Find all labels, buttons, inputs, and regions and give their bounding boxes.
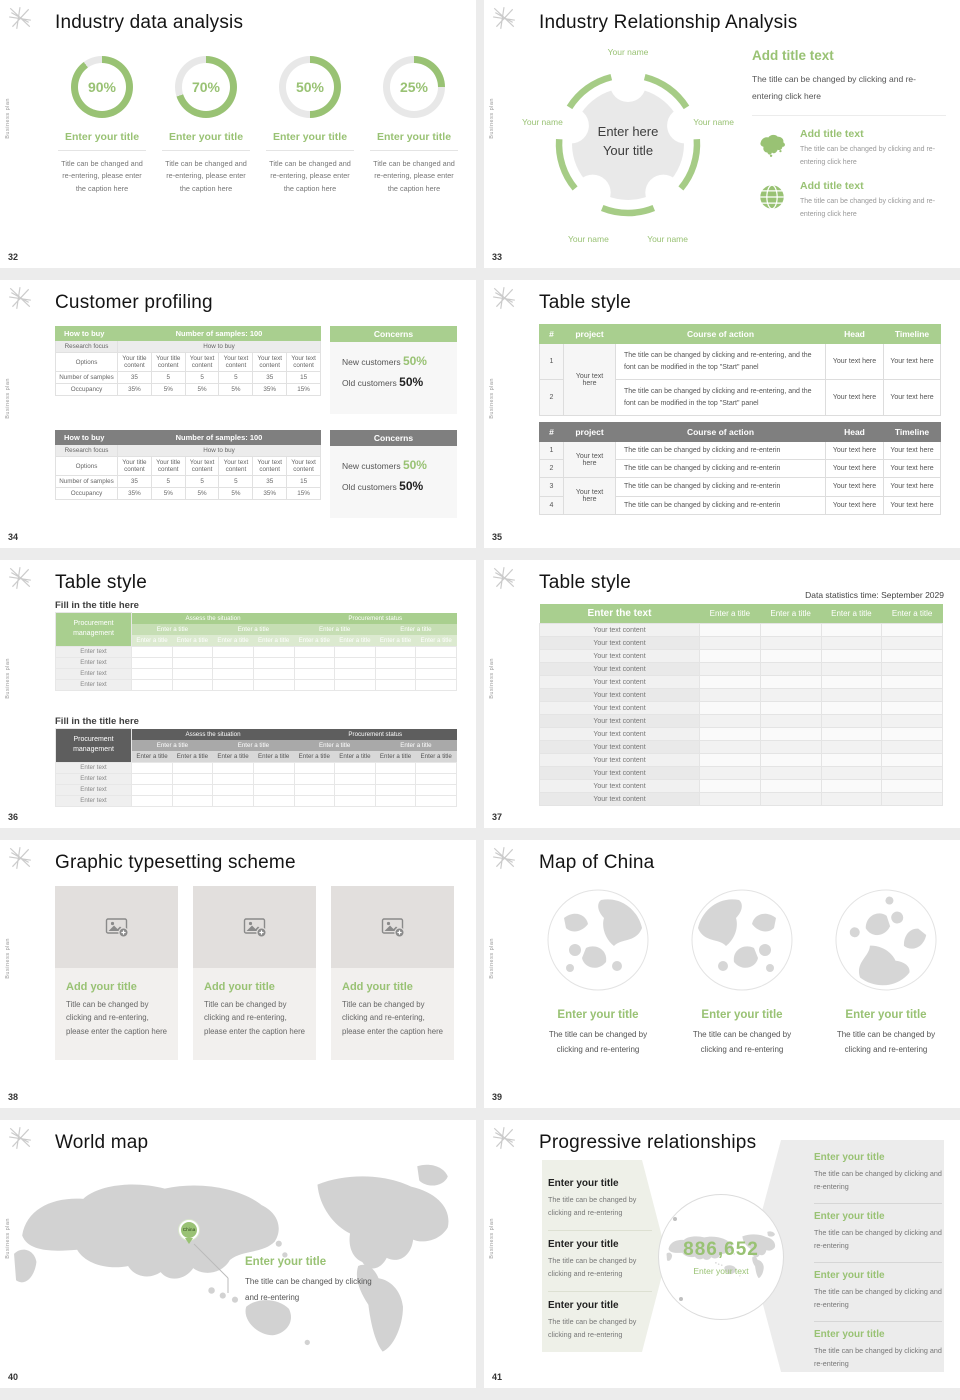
globe-icon [757, 182, 787, 212]
card-caption: Title can be changed by clicking and re-entering, please enter the caption here [204, 1000, 305, 1036]
slide-41-thumbnail[interactable] [484, 1120, 960, 1388]
list-item [548, 1231, 652, 1292]
table-row: 4 The title can be changed by clicking and re-enterin Your text here Your text here [540, 496, 941, 514]
list-item [814, 1322, 942, 1380]
project-table-gray [539, 422, 941, 515]
item-caption: The title can be changed by clicking and re-entering [692, 1030, 792, 1055]
table-row: Your text content [540, 780, 943, 793]
item-caption: Title can be changed and re-entering, please enter the caption here [373, 159, 455, 193]
table-row: Your text content [540, 689, 943, 702]
center-circle [658, 1194, 784, 1320]
table-row: How to buy Number of samples: 100 [56, 327, 321, 341]
table-row: Your text content [540, 767, 943, 780]
panel-body: The title can be changed by clicking and re-entering click here [752, 74, 916, 101]
page-number: 35 [492, 532, 503, 542]
list-item [814, 1263, 942, 1322]
slide-37-thumbnail[interactable] [484, 560, 960, 828]
divider [752, 115, 946, 116]
slide-title: Customer profiling [55, 292, 213, 313]
item-caption: The title can be changed by clicking and re-entering [814, 1286, 942, 1309]
item-caption: Title can be changed and re-entering, please enter the caption here [165, 159, 247, 193]
brand-logo-icon [7, 565, 33, 591]
brand-logo-icon [7, 285, 33, 311]
image-card [55, 886, 178, 1060]
text-panel [752, 48, 946, 232]
page-number: 41 [492, 1372, 503, 1382]
sidebar-vertical-label: Business plan [489, 98, 495, 139]
brand-logo-icon [491, 5, 517, 31]
item-title: Enter your title [548, 1178, 619, 1189]
table-row: How to buy Number of samples: 100 [56, 431, 321, 445]
item-title: Add title text [800, 128, 864, 140]
table-header-row: Enter a title Enter a title Enter a title Enter a title Enter a title Enter a title Enter a title Enter a title [56, 635, 457, 647]
table-row: Options Your title content Your title content Your text content Your text content Your text content Your text content [56, 353, 321, 372]
donut-chart [71, 56, 133, 118]
stat-value: 50% [402, 354, 427, 368]
slide-34-thumbnail[interactable] [0, 280, 476, 548]
item-caption: Title can be changed and re-entering, please enter the caption here [269, 159, 351, 193]
procurement-table-green [55, 612, 457, 691]
card-title: Add your title [66, 981, 137, 993]
item-title: Enter your title [814, 1152, 885, 1163]
donut-chart [383, 56, 445, 118]
table-row: Occupancy 35% 5% 5% 5% 35% 15% [56, 488, 321, 500]
stat-item [154, 56, 258, 195]
donut-value: 70% [191, 79, 221, 95]
table-row: Enter text [56, 657, 457, 668]
table-row: Research focus How to buy [56, 341, 321, 353]
item-caption: The title can be changed by clicking and re-entering [548, 1030, 648, 1055]
item-title: Enter your title [814, 1210, 885, 1222]
card-caption: Title can be changed by clicking and re-entering, please enter the caption here [342, 1000, 443, 1036]
image-card [331, 886, 454, 1060]
table-row: 1 Your text here The title can be changed by clicking and re-enterin Your text here Your text here [540, 442, 941, 460]
item-caption: The title can be changed by clicking and re-entering click here [800, 198, 936, 218]
table-subtitle: Fill in the title here [55, 716, 139, 727]
table-header-row: Procurement management Assess the situation Procurement status [56, 729, 457, 740]
connector-line [190, 1240, 240, 1296]
number-label: Enter your text [693, 1265, 749, 1276]
donut-value: 90% [87, 79, 117, 95]
table-header-row: Enter a title Enter a title Enter a title Enter a title [56, 740, 457, 751]
slide-35-thumbnail[interactable] [484, 280, 960, 548]
brand-logo-icon [7, 845, 33, 871]
page-number: 38 [8, 1092, 19, 1102]
slide-title: Map of China [539, 852, 655, 873]
table-row: Your text content [540, 702, 943, 715]
stat-value: 50% [399, 479, 424, 493]
card-row [55, 886, 454, 1060]
item-caption: The title can be changed by clicking and re-entering [548, 1195, 637, 1217]
globe-item [828, 888, 944, 1057]
item-title: Enter your title [58, 131, 146, 151]
item-title: Enter your title [557, 1009, 639, 1021]
stat-value: 50% [399, 375, 424, 389]
table-row: Number of samples 35 5 5 5 35 15 [56, 372, 321, 384]
customer-table-gray [55, 430, 321, 500]
item-title: Enter your title [845, 1009, 927, 1021]
slide-title: Table style [55, 572, 147, 593]
table-row: Options Your title content Your title content Your text content Your text content Your text content Your text content [56, 457, 321, 476]
add-image-icon [105, 915, 129, 939]
data-statistics-note: Data statistics time: September 2029 [805, 590, 944, 600]
slide-title: Progressive relationships [539, 1132, 757, 1153]
item-title: Enter your title [370, 131, 458, 151]
sidebar-vertical-label: Business plan [489, 938, 495, 979]
item-caption: The title can be changed by clicking and re-entering [548, 1255, 637, 1278]
right-items [814, 1145, 942, 1380]
table-row: Your text content [540, 637, 943, 650]
brand-logo-icon [491, 845, 517, 871]
table-row: Your text content [540, 728, 943, 741]
slide-39-thumbnail[interactable] [484, 840, 960, 1108]
globe-row [540, 888, 944, 1057]
map-caption: The title can be changed by clicking and re-entering [245, 1277, 372, 1302]
decor-dot [673, 1217, 677, 1221]
image-placeholder [55, 886, 178, 968]
sidebar-vertical-label: Business plan [5, 938, 11, 979]
item-title: Enter your title [548, 1299, 619, 1311]
china-map-icon [757, 130, 787, 160]
brand-logo-icon [491, 1125, 517, 1151]
stat-label: New customers [342, 357, 401, 367]
table-row: Your text content [540, 754, 943, 767]
table-row: 3 Your text here The title can be changed by clicking and re-enterin Your text here Your text here [540, 478, 941, 496]
table-row: Enter text [56, 762, 457, 773]
table-row: Enter text [56, 668, 457, 679]
item-caption: The title can be changed by clicking and re-entering [548, 1316, 637, 1339]
table-header-row: Enter the text Enter a title Enter a title Enter a title Enter a title [540, 604, 943, 624]
slide-title: Industry data analysis [55, 12, 244, 33]
diagram-node-label: Your name [607, 47, 649, 57]
slide-32-thumbnail[interactable] [0, 0, 476, 268]
table-row: Your text content [540, 624, 943, 637]
globe-icon [813, 867, 960, 1014]
item-caption: The title can be changed by clicking and re-entering [814, 1169, 942, 1191]
china-map-pin: China [179, 1220, 199, 1240]
customer-table-green [55, 326, 321, 396]
brand-logo-icon [7, 5, 33, 31]
table-row: Occupancy 35% 5% 5% 5% 35% 15% [56, 384, 321, 396]
slide-title: Table style [539, 572, 631, 593]
page-number: 39 [492, 1092, 503, 1102]
table-row: 2 The title can be changed by clicking and re-entering, and the font can be modified in the top "Start" panel Your text here Your text here [540, 380, 941, 416]
slide-title: Graphic typesetting scheme [55, 852, 296, 873]
table-row: Enter text [56, 679, 457, 690]
table-row: 2 The title can be changed by clicking and re-enterin Your text here Your text here [540, 460, 941, 478]
list-item [814, 1204, 942, 1263]
left-items [548, 1170, 652, 1352]
page-number: 40 [8, 1372, 19, 1382]
table-row: Your text content [540, 741, 943, 754]
sidebar-vertical-label: Business plan [5, 658, 11, 699]
concerns-panel-gray [330, 430, 457, 518]
page-number: 37 [492, 812, 503, 822]
slide-38-thumbnail[interactable] [0, 840, 476, 1108]
slide-title: Industry Relationship Analysis [539, 12, 798, 33]
decor-dot [679, 1297, 683, 1301]
image-card [193, 886, 316, 1060]
big-number: 886,652 [683, 1238, 759, 1260]
map-title: Enter your title [245, 1256, 327, 1268]
sidebar-vertical-label: Business plan [5, 98, 11, 139]
list-item [752, 180, 946, 221]
sidebar-vertical-label: Business plan [489, 1218, 495, 1259]
diagram-center-text: Enter here Your title [597, 124, 659, 158]
item-title: Enter your title [701, 1009, 783, 1021]
brand-logo-icon [491, 565, 517, 591]
globe-icon [690, 888, 794, 992]
table-row: Research focus How to buy [56, 445, 321, 457]
item-title: Enter your title [814, 1328, 885, 1340]
relationship-diagram [522, 40, 734, 248]
table-header-row: Procurement management Assess the situation Procurement status [56, 613, 457, 624]
panel-title: Concerns [330, 430, 457, 446]
concerns-panel-green [330, 326, 457, 414]
page-number: 33 [492, 252, 503, 262]
item-caption: The title can be changed by clicking and re-entering [814, 1345, 942, 1368]
add-image-icon [243, 915, 267, 939]
donut-value: 25% [399, 79, 429, 95]
diagram-node-label: Your name [693, 116, 734, 127]
panel-title: Add title text [752, 48, 834, 63]
table-header-row: Enter a title Enter a title Enter a title Enter a title [56, 624, 457, 635]
table-row: Enter text [56, 646, 457, 657]
procurement-table-gray [55, 728, 457, 807]
page-number: 34 [8, 532, 19, 542]
slide-36-thumbnail[interactable] [0, 560, 476, 828]
table-row: 1 Your text here The title can be changed by clicking and re-entering, and the font can be modified in the top "Start" panel Your text here Your text here [540, 344, 941, 380]
globe-item [540, 888, 656, 1057]
item-title: Enter your title [548, 1238, 619, 1250]
stat-item [50, 56, 154, 195]
page-number: 32 [8, 252, 19, 262]
donut-chart [279, 56, 341, 118]
image-placeholder [193, 886, 316, 968]
page-number: 36 [8, 812, 19, 822]
table-row: Enter text [56, 773, 457, 784]
stat-value: 50% [402, 458, 427, 472]
table-row: Your text content [540, 676, 943, 689]
table-subtitle: Fill in the title here [55, 600, 139, 611]
stat-label: New customers [342, 461, 401, 471]
table-row: Your text content [540, 715, 943, 728]
list-item [752, 128, 946, 169]
diagram-node-label: Your name [647, 233, 688, 244]
sidebar-vertical-label: Business plan [5, 1218, 11, 1259]
table-header-row: # project Course of action Head Timeline [540, 423, 941, 442]
stat-label: Old customers [342, 378, 397, 388]
panel-title: Concerns [330, 326, 457, 342]
slide-title: World map [55, 1132, 149, 1153]
table-row: Your text content [540, 793, 943, 806]
donut-stats-row [50, 56, 466, 195]
add-image-icon [381, 915, 405, 939]
brand-logo-icon [7, 1125, 33, 1151]
item-title: Add title text [800, 180, 864, 193]
sidebar-vertical-label: Business plan [5, 378, 11, 419]
slide-33-thumbnail[interactable] [484, 0, 960, 268]
list-item [548, 1292, 652, 1352]
table-header-row: Enter a title Enter a title Enter a title Enter a title Enter a title Enter a title Enter a title Enter a title [56, 751, 457, 763]
stat-label: Old customers [342, 482, 397, 492]
item-caption: The title can be changed by clicking and re-entering [836, 1030, 936, 1055]
donut-chart [175, 56, 237, 118]
card-caption: Title can be changed by clicking and re-entering, please enter the caption here [66, 1000, 167, 1036]
table-header-row: # project Course of action Head Timeline [540, 325, 941, 344]
item-caption: The title can be changed by clicking and re-entering [814, 1227, 942, 1250]
item-caption: The title can be changed by clicking and re-entering click here [800, 146, 936, 166]
list-item [814, 1145, 942, 1204]
table-row: Your text content [540, 650, 943, 663]
globe-item [684, 888, 800, 1057]
table-row: Number of samples 35 5 5 5 35 15 [56, 476, 321, 488]
data-table [539, 604, 943, 806]
sidebar-vertical-label: Business plan [489, 378, 495, 419]
sidebar-vertical-label: Business plan [489, 658, 495, 699]
diagram-node-label: Your name [522, 116, 563, 127]
table-row: Enter text [56, 784, 457, 795]
item-caption: Title can be changed and re-entering, please enter the caption here [61, 159, 143, 193]
brand-logo-icon [491, 285, 517, 311]
table-row: Your text content [540, 663, 943, 676]
card-title: Add your title [204, 981, 275, 993]
stat-item [362, 56, 466, 195]
globe-icon [546, 888, 650, 992]
slide-title: Table style [539, 292, 631, 313]
project-table-green [539, 324, 941, 416]
card-title: Add your title [342, 981, 413, 993]
slide-40-thumbnail[interactable] [0, 1120, 476, 1388]
donut-value: 50% [295, 79, 325, 95]
item-title: Enter your title [162, 131, 250, 151]
item-title: Enter your title [266, 131, 354, 151]
item-title: Enter your title [814, 1269, 885, 1281]
image-placeholder [331, 886, 454, 968]
diagram-node-label: Your name [568, 233, 609, 244]
list-item [548, 1170, 652, 1231]
stat-item [258, 56, 362, 195]
table-row: Enter text [56, 795, 457, 806]
